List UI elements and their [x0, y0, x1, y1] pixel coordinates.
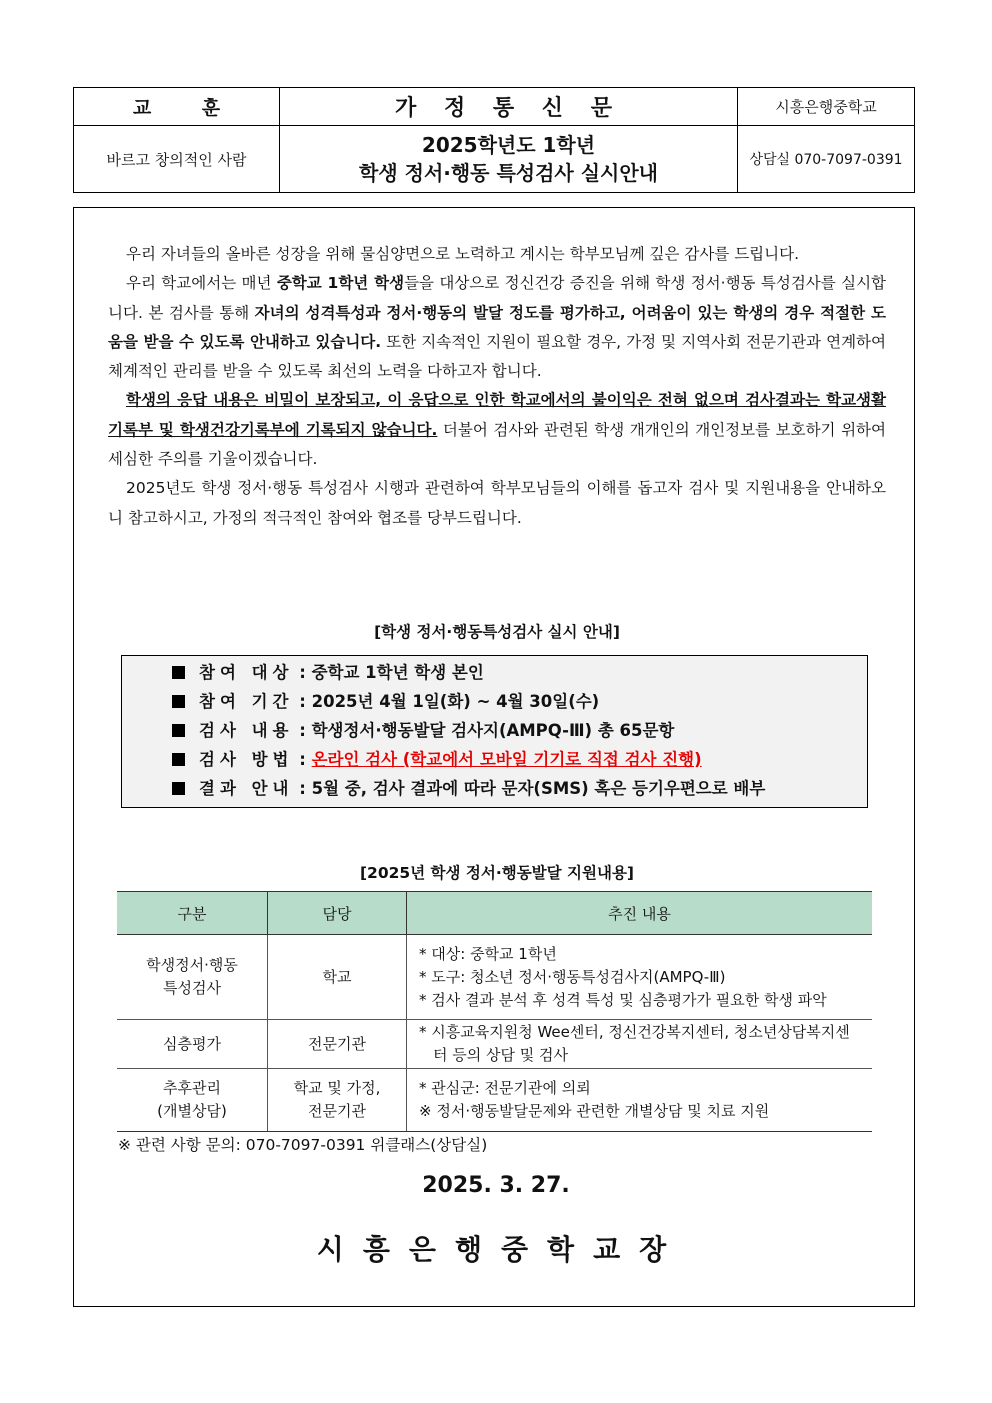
table-row [117, 935, 872, 1020]
category-line: 학생정서·행동 [146, 956, 238, 974]
owner-cell: 전문기관 [268, 1020, 407, 1069]
info-label: 참여 대상 [199, 663, 294, 682]
info-value: 2025년 4월 1일(화) ~ 4월 30일(수) [311, 692, 600, 711]
content-item: * 대상: 중학교 1학년 [419, 944, 557, 963]
category-line: 특성검사 [163, 979, 221, 997]
content-item: ※ 정서·행동발달문제와 관련한 개별상담 및 치료 지원 [419, 1102, 770, 1120]
category-cell: 심층평가 [117, 1020, 268, 1069]
header-table [73, 87, 915, 193]
info-label: 검사 방법 [199, 750, 294, 769]
intro-p3-b: 더불어 검사와 관련된 학생 개개인의 개인정보를 보호하기 위하여 세심한 주의를 기울이겠습니다. [108, 420, 886, 469]
info-row-content [172, 716, 674, 745]
school-name-cell [738, 88, 915, 126]
owner-cell: 학교 [268, 935, 407, 1020]
square-bullet-icon [172, 724, 185, 737]
category-line: 추후관리 [163, 1079, 221, 1097]
info-value-highlight: 온라인 검사 (학교에서 모바일 기기로 직접 검사 진행) [311, 750, 702, 769]
motto-label-cell [74, 88, 280, 126]
owner-line: 학교 및 가정, [293, 1079, 381, 1097]
intro-p2-e: 또한 지속적인 지원이 필요할 경우, 가정 및 지역사회 전문기관과 연계하여 체계적인 관리를 받을 수 있도록 최선의 노력을 다하고자 합니다. [108, 332, 886, 381]
motto: 바르고 창의적인 사람 [106, 150, 247, 169]
category-line: (개별상담) [157, 1102, 227, 1120]
content-cell [407, 1069, 873, 1132]
contact-cell [738, 126, 915, 193]
info-value: 학생정서·행동발달 검사지(AMPQ-Ⅲ) 총 65문항 [311, 721, 675, 740]
inquiry-note: ※ 관련 사항 문의: 070-7097-0391 위클래스(상담실) [118, 1136, 488, 1154]
intro-p2-c: 들을 대상으로 정신건강 증진을 위해 학생 정서·행동 특성검사를 실시합니다. 본 검사를 통해 [108, 274, 887, 322]
intro-p2-target: 중학교 1학년 학생 [276, 274, 405, 293]
header-category: 구분 [117, 892, 268, 935]
info-separator: : [293, 692, 312, 711]
intro-paragraph-2 [108, 269, 886, 386]
square-bullet-icon [172, 695, 185, 708]
info-row-target [172, 658, 484, 687]
intro-paragraph-4: 2025년도 학생 정서·행동 특성검사 시행과 관련하여 학부모님들의 이해를 돕고자 검사 및 지원내용을 안내하오니 참고하시고, 가정의 적극적인 참여와 협조를 당부드립니다. [108, 479, 886, 527]
owner-line: 전문기관 [308, 1102, 366, 1120]
header-owner: 담당 [268, 892, 407, 935]
content-item: * 도구: 청소년 정서·행동특성검사지(AMPQ-Ⅲ) [419, 967, 726, 986]
category-cell [117, 935, 268, 1020]
support-section-title: [2025년 학생 정서·행동발달 지원내용] [359, 864, 635, 882]
newsletter-title-cell [280, 88, 738, 126]
doc-title-line1: 2025학년도 1학년 [421, 133, 596, 157]
table-row [117, 1069, 872, 1132]
motto-label: 교 훈 [132, 97, 243, 119]
square-bullet-icon [172, 666, 185, 679]
info-section-title: [학생 정서·행동특성검사 실시 안내] [374, 623, 620, 641]
info-separator: : [293, 721, 312, 740]
doc-title-line2: 학생 정서·행동 특성검사 실시안내 [359, 161, 658, 185]
intro-paragraph-3 [108, 386, 886, 474]
intro-text [108, 240, 886, 533]
intro-p2-a: 우리 학교에서는 매년 [126, 274, 277, 293]
table-row [117, 1020, 872, 1069]
info-separator: : [293, 663, 312, 682]
content-item: * 관심군: 전문기관에 의뢰 [419, 1079, 591, 1097]
school-name: 시흥은행중학교 [775, 98, 877, 116]
content-cell [407, 1020, 873, 1069]
content-item: * 시흥교육지원청 Wee센터, 정신건강복지센터, 청소년상담복지센터 등의 상담 및 검사 [419, 1023, 850, 1064]
doc-title-cell [280, 126, 738, 193]
motto-cell [74, 126, 280, 193]
info-label: 결과 안내 [199, 779, 294, 798]
support-table [117, 891, 872, 1132]
info-value: 중학교 1학년 학생 본인 [311, 663, 484, 682]
issue-date: 2025. 3. 27. [422, 1173, 570, 1198]
info-separator: : [293, 750, 312, 769]
info-row-result [172, 774, 765, 803]
info-value: 5월 중, 검사 결과에 따라 문자(SMS) 혹은 등기우편으로 배부 [311, 779, 766, 798]
principal-signature: 시흥은행중학교장 [316, 1233, 686, 1266]
info-label: 참여 기간 [199, 692, 294, 711]
category-cell [117, 1069, 268, 1132]
info-box [121, 655, 868, 808]
intro-p3-privacy: 학생의 응답 내용은 비밀이 보장되고, 이 응답으로 인한 학교에서의 불이익은 전혀 없으며 검사결과는 학교생활기록부 및 학생건강기록부에 기록되지 않습니다. [108, 391, 886, 439]
intro-paragraph-1: 우리 자녀들의 올바른 성장을 위해 물심양면으로 노력하고 계시는 학부모님께 깊은 감사를 드립니다. [126, 245, 800, 263]
header-content: 추진 내용 [407, 892, 873, 935]
info-separator: : [293, 779, 312, 798]
content-item: * 검사 결과 분석 후 성격 특성 및 심층평가가 필요한 학생 파악 [419, 990, 827, 1009]
square-bullet-icon [172, 782, 185, 795]
info-row-method [172, 745, 702, 774]
intro-p2-purpose: 자녀의 성격특성과 정서·행동의 발달 정도를 평가하고, 어려움이 있는 학생의 경우 적절한 도움을 받을 수 있도록 안내하고 있습니다. [108, 303, 886, 351]
newsletter-title: 가 정 통 신 문 [395, 96, 622, 121]
info-label: 검사 내용 [199, 721, 294, 740]
owner-cell [268, 1069, 407, 1132]
content-cell [407, 935, 873, 1020]
info-row-period [172, 687, 599, 716]
square-bullet-icon [172, 753, 185, 766]
contact-phone: 상담실 070-7097-0391 [749, 152, 903, 168]
support-header-row [117, 892, 872, 935]
